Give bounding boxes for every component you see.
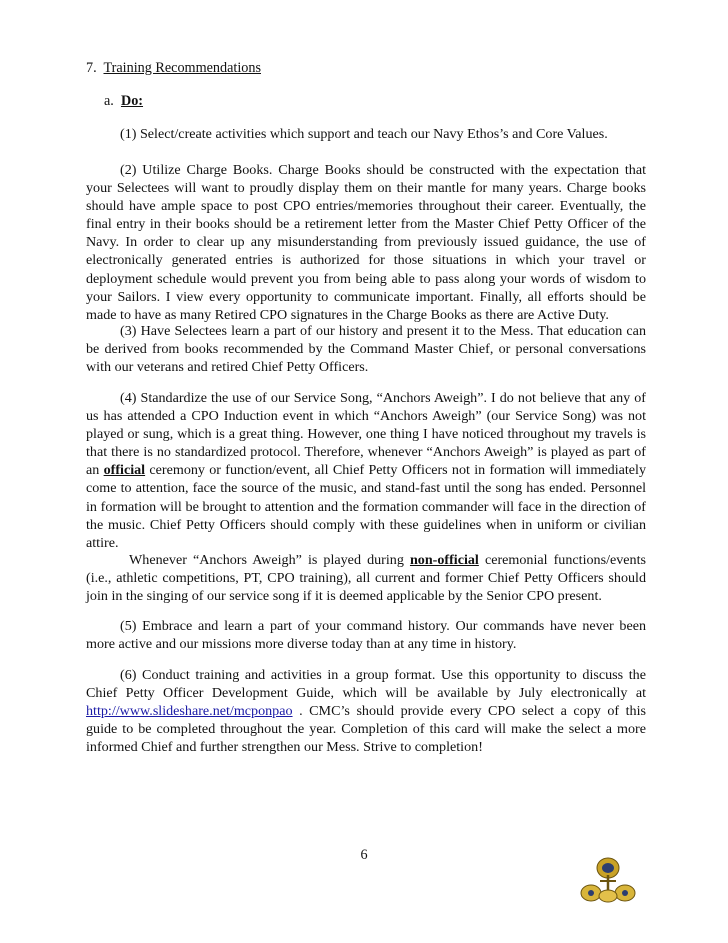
paragraph-6 bbox=[86, 617, 646, 653]
paragraph-7-text-b: . CMC’s should provide every CPO select a copy of this guide to be completed throughout the year. Completion of this card will make the select a more informed Chief and further strengthen our Mess. Strive to completion! bbox=[86, 703, 646, 756]
paragraph-6-text: (5) Embrace and learn a part of your command history. Our commands have never been more active and our missions more diverse today than at any time in history. bbox=[86, 618, 646, 653]
paragraph-5-text-a: Whenever “Anchors Aweigh” is played during bbox=[129, 552, 404, 568]
paragraph-3-text: (3) Have Selectees learn a part of our history and present it to the Mess. That education can be derived from books recommended by the Command Master Chief, or personal conversations with our veterans and retired Chief Petty Officers. bbox=[86, 323, 646, 376]
page-number: 6 bbox=[360, 847, 368, 863]
cpo-anchor-emblem-icon bbox=[580, 853, 636, 903]
paragraph-7 bbox=[86, 666, 646, 756]
section-title: Training Recommendations bbox=[103, 60, 261, 76]
emphasis-non-official: non-official bbox=[409, 552, 479, 568]
paragraph-1-text: (1) Select/create activities which support and teach our Navy Ethos’s and Core Values. bbox=[120, 126, 608, 142]
paragraph-4 bbox=[86, 389, 646, 552]
paragraph-2 bbox=[86, 161, 646, 324]
paragraph-4-text-b: ceremony or function/event, all Chief Petty Officers not in formation will immediately come to attention, face the source of the music, and stand-fast until the song has ended. Personnel in formation will be brought to attention and the formation commander will face in the direction of the music. Chief Petty Officers should comply with these guidelines when in uniform or civilian attire. bbox=[86, 462, 646, 551]
subsection-heading bbox=[104, 92, 143, 110]
subsection-letter: a. bbox=[104, 93, 114, 109]
emphasis-official: official bbox=[103, 462, 146, 479]
paragraph-5 bbox=[86, 551, 646, 605]
paragraph-3 bbox=[86, 322, 646, 376]
section-number: 7. bbox=[86, 60, 97, 76]
subsection-label: Do: bbox=[120, 93, 144, 109]
section-heading bbox=[86, 59, 261, 77]
paragraph-1 bbox=[86, 125, 646, 143]
paragraph-2-text: (2) Utilize Charge Books. Charge Books should be constructed with the expectation that your Selectees will want to proudly display them on their mantle for many years. Charge books should have ample space to post CPO entries/memories throughout their career. Eventually, the final entry in their books should be a retirement letter from the Master Chief Petty Officer of the Navy. In order to clear up any misunderstanding from previously issued guidance, the use of electronically generated entries is authorized for those situations in which your travel or deployment schedule would prevent you from being able to pass along your words of wisdom to your Sailors. I view every opportunity to communicate important. Finally, all efforts should be made to have as many Retired CPO signatures in the Charge Books as there are Active Duty. bbox=[86, 162, 646, 323]
paragraph-5-text-b: ceremonial functions/events (i.e., athletic competitions, PT, CPO training), all current and former Chief Petty Officers should join in the singing of our service song if it is deemed applicable by the Senior CPO present. bbox=[86, 552, 646, 605]
paragraph-4-text-a: (4) Standardize the use of our Service Song, “Anchors Aweigh”. I do not believe that any of us has attended a CPO Induction event in which “Anchors Aweigh” (our Service Song) was not played or sung, which is a great thing. However, one thing I have noticed throughout my travels is that there is no standardized protocol. Therefore, whenever “Anchors Aweigh” is played as part of an bbox=[86, 390, 646, 479]
paragraph-7-text-a: (6) Conduct training and activities in a group format. Use this opportunity to discuss the Chief Petty Officer Development Guide, which will be available by July electronically at bbox=[86, 667, 646, 702]
slideshare-link[interactable]: http://www.slideshare.net/mcponpao bbox=[86, 703, 293, 720]
